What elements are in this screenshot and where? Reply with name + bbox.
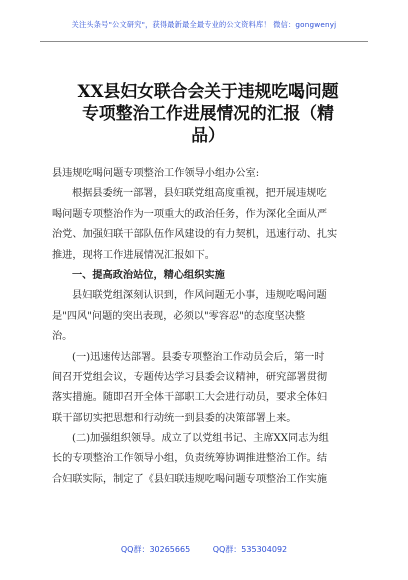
- point-paragraph-line: (一)迅速传达部署。县委专项整治工作动员会后，第一时: [72, 351, 325, 363]
- point-paragraph-line: (二)加强组织领导。成立了以党组书记、主席XX同志为组: [72, 433, 329, 445]
- title-line-1: XX县妇女联合会关于违规吃喝问题: [77, 81, 339, 101]
- point-paragraph-line: 落实措施。随即召开全体干部职工大会进行动员，要求全体妇: [52, 392, 328, 404]
- intro-line: 根据县委统一部署，县妇联党组高度重视，把开展违规吃: [72, 188, 327, 200]
- section-paragraph-line: 县妇联党组深刻认识到，作风问题无小事，违规吃喝问题: [72, 290, 327, 302]
- title-line-2: 专项整治工作进展情况的汇报（精: [82, 103, 334, 123]
- addressee: 县违规吃喝问题专项整治工作领导小组办公室:: [52, 168, 260, 179]
- point-paragraph-line: 间召开党组会议，专题传达学习县委会议精神，研究部署贯彻: [52, 371, 328, 383]
- footer-qq-group-2: QQ群：535304092: [212, 545, 288, 554]
- footer-qq-group-1: QQ群：30265665: [120, 545, 191, 554]
- intro-line: 治党、加强妇联干部队伍作风建设的有力契机，迅速行动、扎实: [52, 229, 338, 241]
- point-paragraph-line: 长的专项整治工作领导小组，负责统筹协调推进整治工作。结: [52, 453, 328, 465]
- footer-contacts: [0, 544, 408, 555]
- header-banner: 关注头条号"公文研究"，获得最新最全最专业的公文资料库！ 微信：gongwenyj: [71, 20, 337, 29]
- header-divider: [40, 41, 368, 42]
- title-line-3: 品）: [191, 125, 225, 145]
- section-paragraph-line: 是"四风"问题的突出表现，必须以"零容忍"的态度坚决整: [52, 310, 306, 322]
- section-heading: 一、提高政治站位，精心组织实施: [72, 269, 225, 281]
- point-paragraph-line: 联干部切实把思想和行动统一到县委的决策部署上来。: [52, 412, 297, 424]
- intro-line: 推进，现将工作进展情况汇报如下。: [52, 249, 215, 261]
- point-paragraph-line: 合妇联实际，制定了《县妇联违规吃喝问题专项整治工作实施: [52, 473, 328, 485]
- section-paragraph-line: 治。: [52, 331, 73, 343]
- document-title: [52, 80, 364, 146]
- document-body: [52, 164, 356, 490]
- intro-line: 喝问题专项整治作为一项重大的政治任务，作为深化全面从严: [52, 208, 328, 220]
